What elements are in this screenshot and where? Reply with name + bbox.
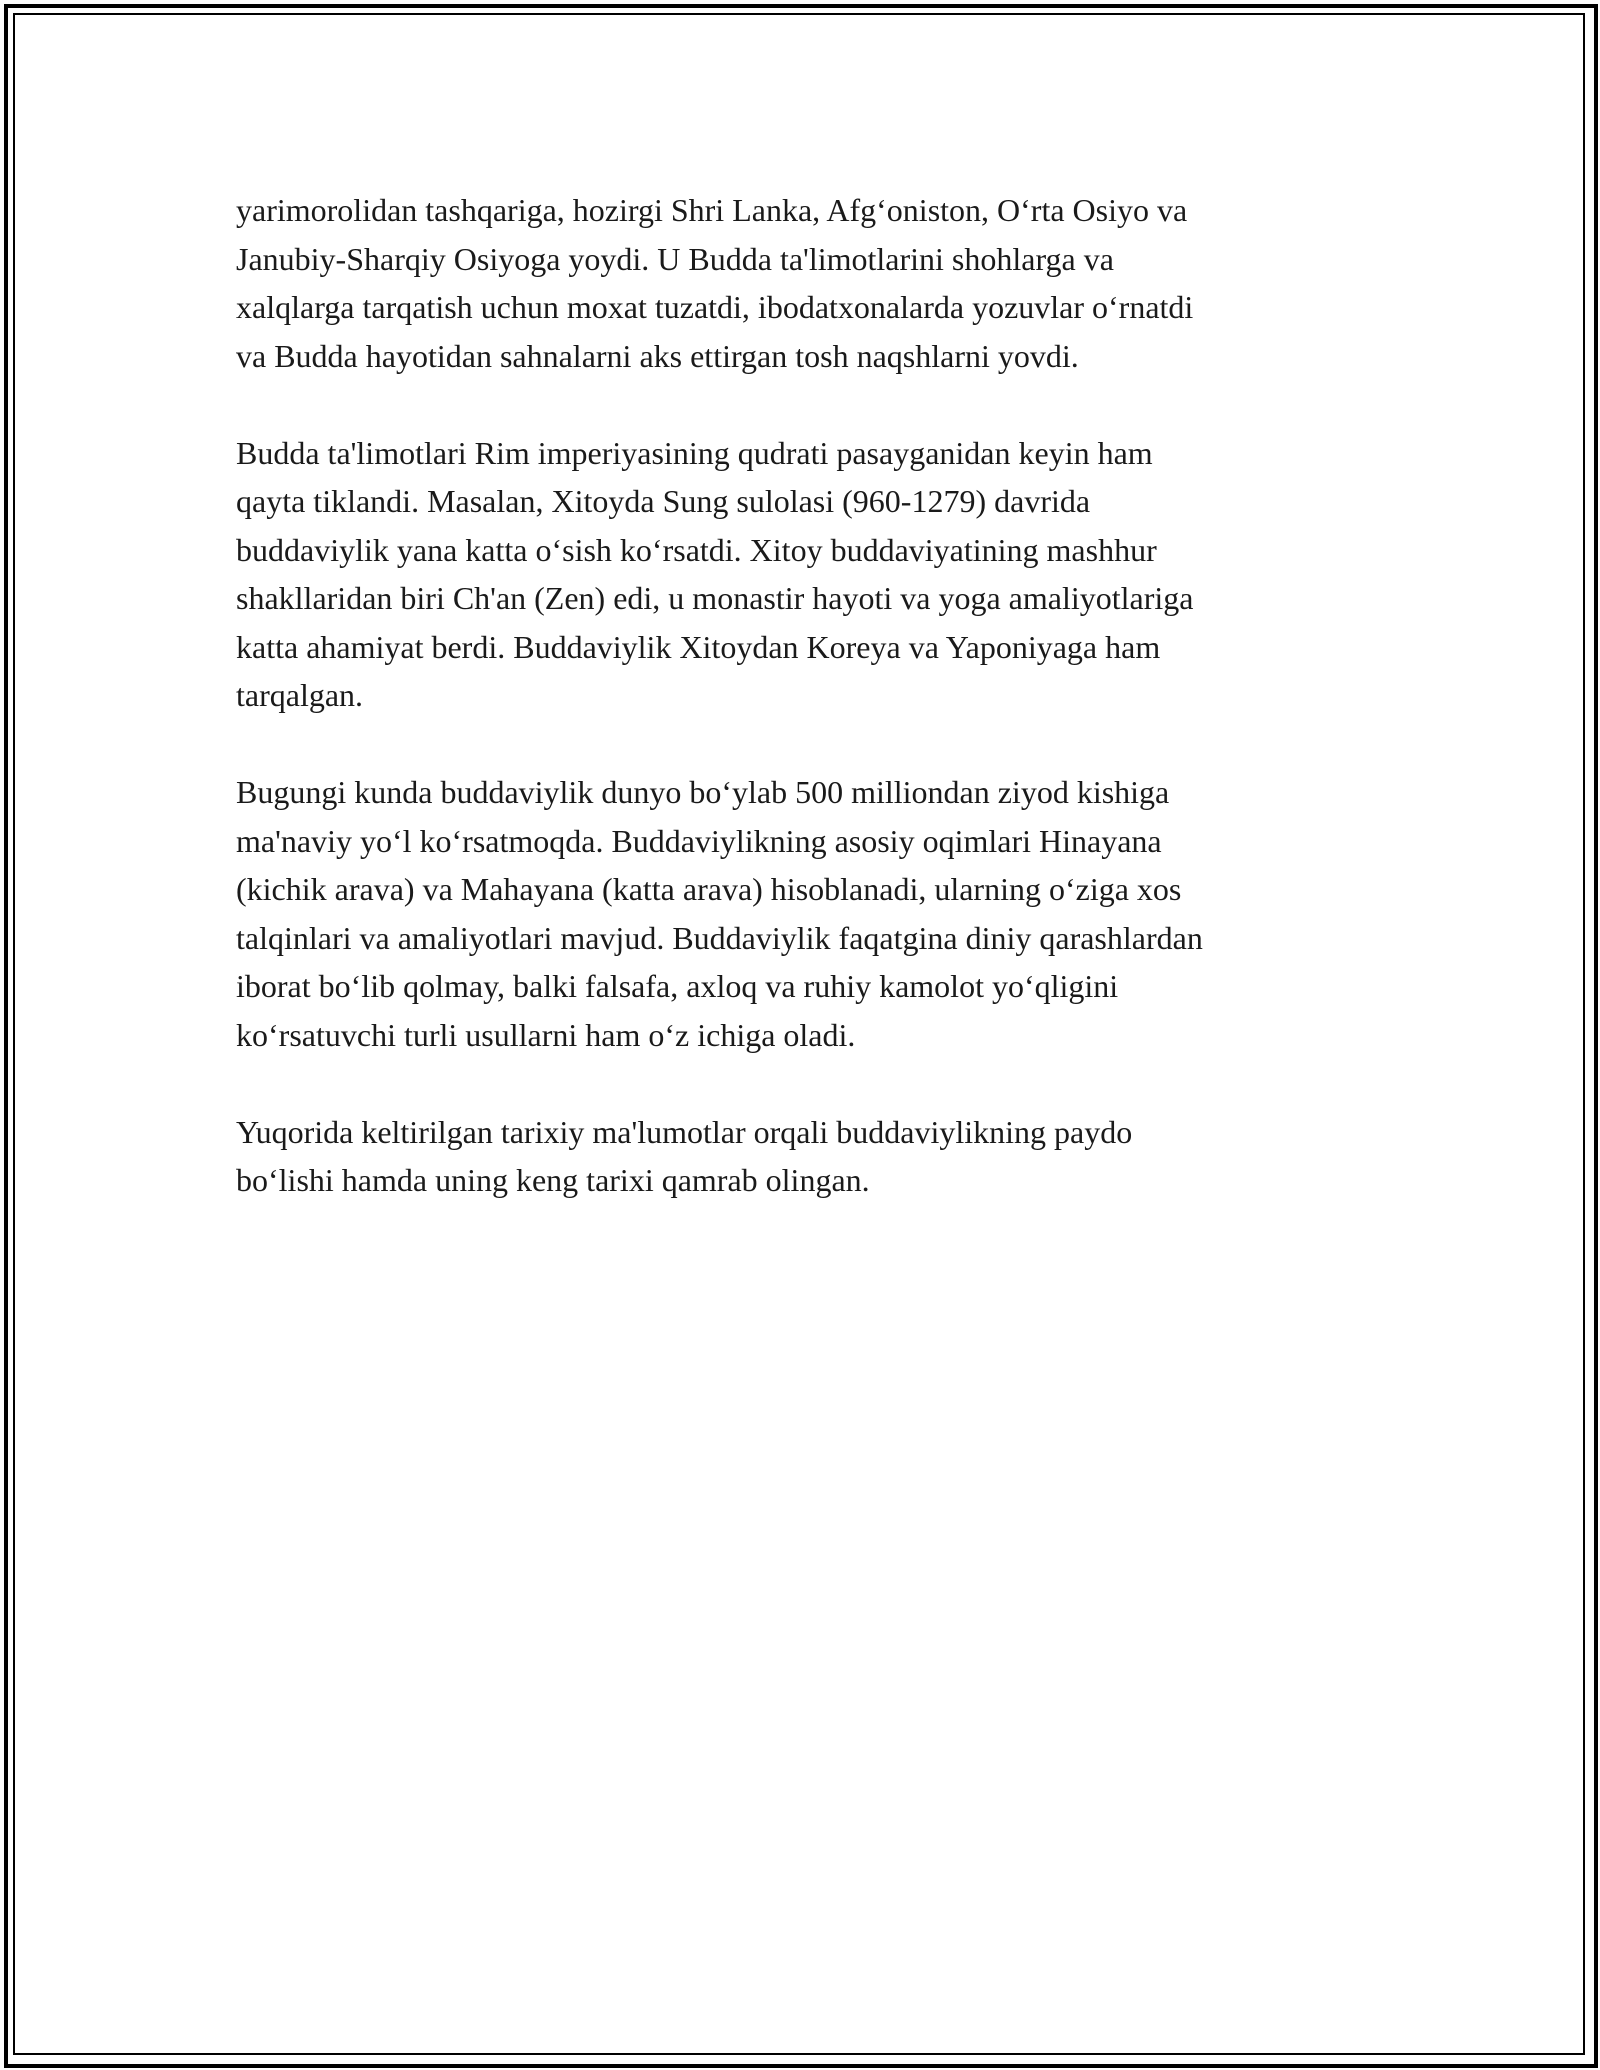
paragraph-4 [236,1108,1386,1205]
text-line: Yuqorida keltirilgan tarixiy ma'lumotlar orqali buddaviylikning paydo [236,1113,1133,1150]
text-line: ko‘rsatuvchi turli usullarni ham o‘z ichiga oladi. [236,1016,856,1053]
text-line: talqinlari va amaliyotlari mavjud. Buddaviylik faqatgina diniy qarashlardan [236,919,1203,956]
paragraph-3 [236,768,1386,1059]
text-line: va Budda hayotidan sahnalarni aks ettirgan tosh naqshlarni yovdi. [236,337,1079,374]
paragraph-2 [236,429,1386,720]
text-line: Budda ta'limotlari Rim imperiyasining qudrati pasayganidan keyin ham [236,434,1153,471]
text-line: Bugungi kunda buddaviylik dunyo bo‘ylab 500 milliondan ziyod kishiga [236,774,1170,810]
text-line: tarqalgan. [236,677,364,713]
text-line: buddaviylik yana katta o‘sish ko‘rsatdi. Xitoy buddaviyatining mashhur [236,531,1157,568]
text-line: shakllaridan biri Ch'an (Zen) edi, u monastir hayoti va yoga amaliyotlariga [236,580,1194,616]
text-line: Janubiy-Sharqiy Osiyoga yoydi. U Budda ta'limotlarini shohlarga va [236,240,1114,277]
text-line: xalqlarga tarqatish uchun moxat tuzatdi, ibodatxonalarda yozuvlar o‘rnatdi [236,289,1194,325]
document-body [236,186,1386,1253]
text-line: qayta tiklandi. Masalan, Xitoyda Sung sulolasi (960-1279) davrida [236,483,1091,519]
text-line: katta ahamiyat berdi. Buddaviylik Xitoydan Koreya va Yaponiyaga ham [236,628,1161,665]
text-line: ma'naviy yo‘l ko‘rsatmoqda. Buddaviylikning asosiy oqimlari Hinayana [236,822,1162,859]
paragraph-1 [236,186,1386,380]
text-line: (kichik arava) va Mahayana (katta arava) hisoblanadi, ularning o‘ziga xos [236,871,1182,907]
text-line: iborat bo‘lib qolmay, balki falsafa, axloq va ruhiy kamolot yo‘qligini [236,968,1119,1004]
text-line: yarimorolidan tashqariga, hozirgi Shri Lanka, Afg‘oniston, O‘rta Osiyo va [236,192,1188,228]
text-line: bo‘lishi hamda uning keng tarixi qamrab olingan. [236,1162,870,1198]
